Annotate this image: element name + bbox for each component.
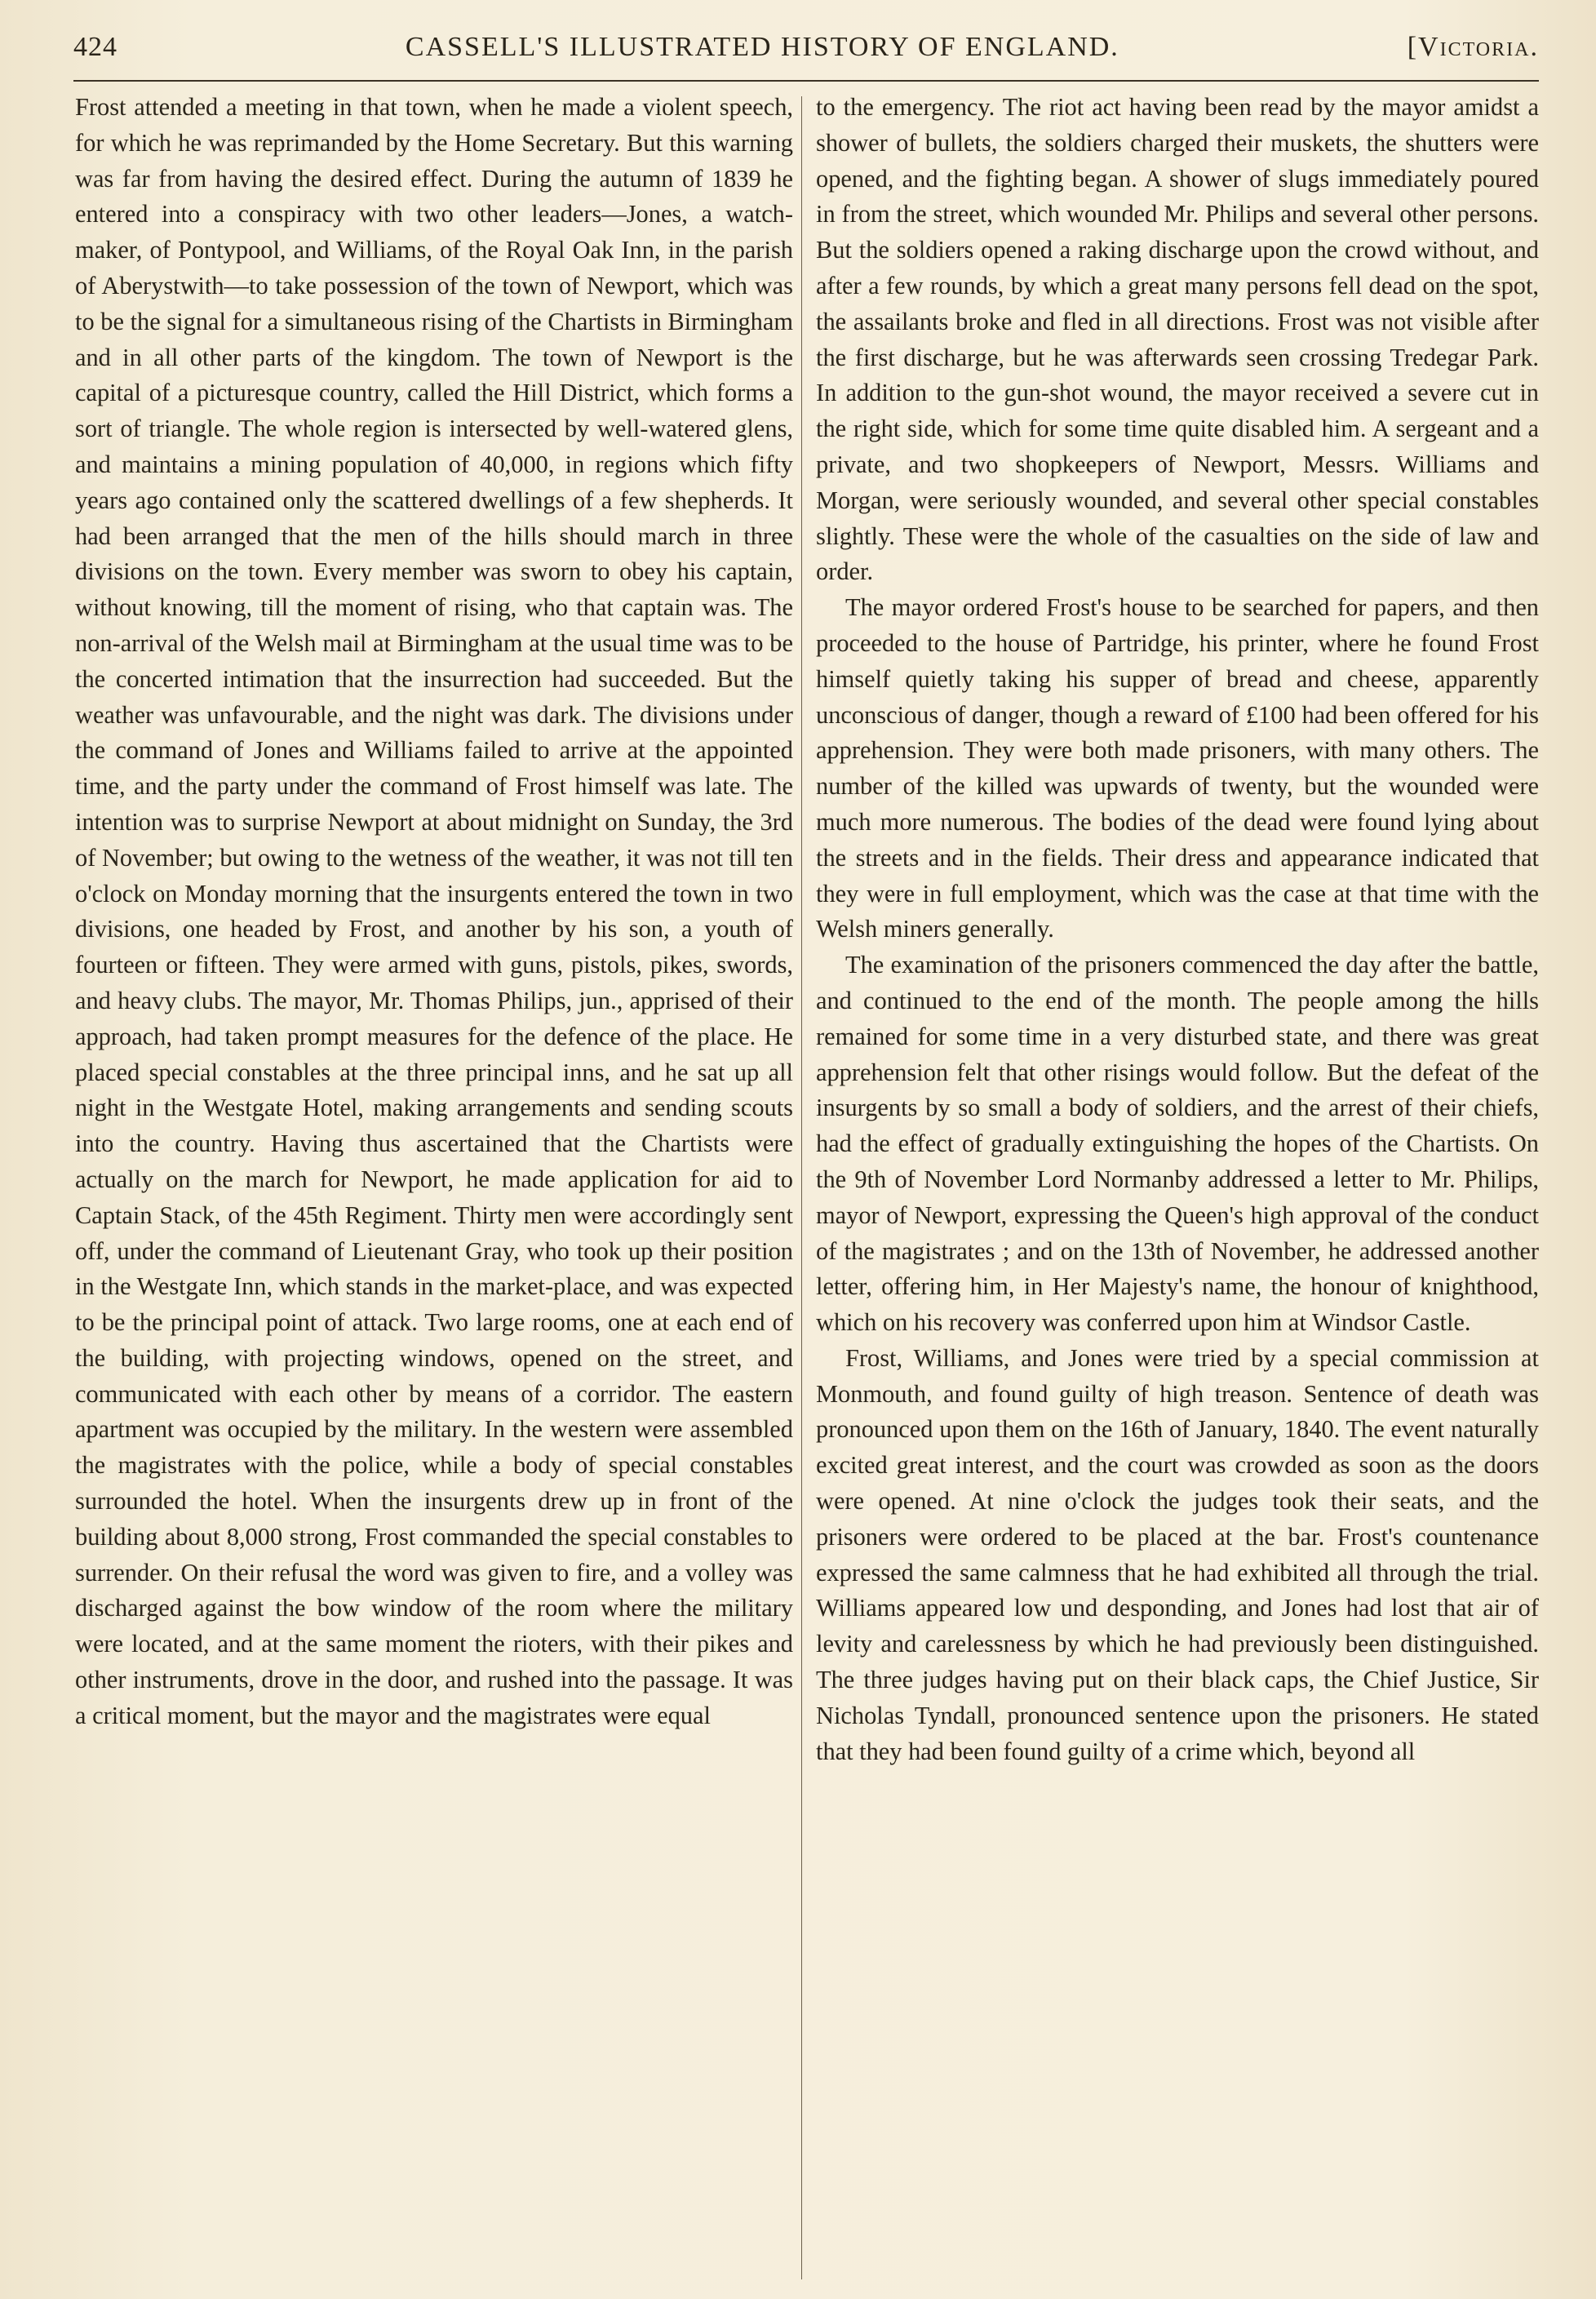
reign-label: [Victoria. xyxy=(1407,32,1539,62)
paragraph: Frost attended a meeting in that town, when he made a violent speech, for which he was reprimanded by the Home Secretary. But this warning was far from having the desired effect. During the autumn of 1839 he entered into a conspiracy with two other leaders—Jones, a watch-maker, of Pontypool, and Williams, of the Royal Oak Inn, in the parish of Aberystwith—to take possession of the town of Newport, which was to be the signal for a simultaneous rising of the Chartists in Birmingham and in all other parts of the kingdom. The town of Newport is the capital of a picturesque country, called the Hill District, which forms a sort of triangle. The whole region is intersected by well-watered glens, and maintains a mining population of 40,000, in regions which fifty years ago contained only the scattered dwellings of a few shepherds. It had been arranged that the men of the hills should march in three divisions on the town. Every member was sworn to obey his captain, without knowing, till the moment of rising, who that captain was. The non-arrival of the Welsh mail at Birmingham at the usual time was to be the concerted intimation that the insurrection had succeeded. But the weather was unfavourable, and the night was dark. The divisions under the command of Jones and Williams failed to arrive at the appointed time, and the party under the command of Frost himself was late. The intention was to surprise Newport at about midnight on Sunday, the 3rd of November; but owing to the wetness of the weather, it was not till ten o'clock on Monday morning that the insurgents entered the town in two divisions, one headed by Frost, and another by his son, a youth of fourteen or fifteen. They were armed with guns, pistols, pikes, swords, and heavy clubs. The mayor, Mr. Thomas Philips, jun., apprised of their approach, had taken prompt measures for the defence of the place. He placed special constables at the three principal inns, and he sat up all night in the Westgate Hotel, making arrangements and sending scouts into the country. Having thus ascertained that the Chartists were actually on the march for Newport, he made application for aid to Captain Stack, of the 45th Regiment. Thirty men were accordingly sent off, under the command of Lieutenant Gray, who took up their position in the Westgate Inn, which stands in the market-place, and was expected to be the principal point of attack. Two large rooms, one at each end of the building, with projecting windows, opened on the street, and communicated with each other by means of a corridor. The eastern apartment was occupied by the military. In the western were assembled the magistrates with the police, while a body of special constables surrounded the hotel. When the insurgents drew up in front of the building about 8,000 strong, Frost commanded the special constables to surrender. On their refusal the word was given to fire, and a volley was discharged against the bow window of the room where the military were located, and at the same moment the rioters, with their pikes and other instruments, drove in the door, and rushed into the passage. It was a critical moment, but the mayor and the magistrates were equal xyxy=(75,93,793,1729)
paragraph: Frost, Williams, and Jones were tried by a special commission at Monmouth, and found guilty of high treason. Sentence of death was pronounced upon them on the 16th of January, 1840. The event naturally excited great interest, and the court was crowded as soon as the doors were opened. At nine o'clock the judges took their seats, and the prisoners were ordered to be placed at the bar. Frost's countenance expressed the same calmness that he had exhibited all through the trial. Williams appeared low und desponding, and Jones had lost that air of levity and carelessness by which he had previously been distinguished. The three judges having put on their black caps, the Chief Justice, Sir Nicholas Tyndall, pronounced sentence upon the prisoners. He stated that they had been found guilty of a crime which, beyond all xyxy=(816,1343,1539,1765)
column-divider xyxy=(801,96,802,2279)
page-number: 424 xyxy=(73,32,117,62)
header-rule xyxy=(73,80,1539,82)
right-column xyxy=(816,90,1539,1769)
left-column xyxy=(75,90,793,1734)
paragraph: to the emergency. The riot act having been read by the mayor amidst a shower of bullets, the soldiers charged their muskets, the shutters were opened, and the fighting began. A shower of slugs immediately poured in from the street, which wounded Mr. Philips and several other persons. But the soldiers opened a raking discharge upon the crowd without, and after a few rounds, by which a great many persons fell dead on the spot, the assailants broke and fled in all directions. Frost was not visible after the first discharge, but he was afterwards seen crossing Tredegar Park. In addition to the gun-shot wound, the mayor received a severe cut in the right side, which for some time quite disabled him. A sergeant and a private, and two shopkeepers of Newport, Messrs. Williams and Morgan, were seriously wounded, and several other special constables slightly. These were the whole of the casualties on the side of law and order. xyxy=(816,93,1539,586)
running-header xyxy=(73,23,1539,72)
paragraph: The mayor ordered Frost's house to be searched for papers, and then proceeded to the house of Partridge, his printer, where he found Frost himself quietly taking his supper of bread and cheese, apparently unconscious of danger, though a reward of £100 had been offered for his apprehension. They were both made prisoners, with many others. The number of the killed was upwards of twenty, but the wounded were much more numerous. The bodies of the dead were found lying about the streets and in the fields. Their dress and appearance indicated that they were in full employment, which was the case at that time with the Welsh miners generally. xyxy=(816,593,1539,943)
paragraph: The examination of the prisoners commenced the day after the battle, and continued to the end of the month. The people among the hills remained for some time in a very disturbed state, and there was great apprehension felt that other risings would follow. But the defeat of the insurgents by so small a body of soldiers, and the arrest of their chiefs, had the effect of gradually extinguishing the hopes of the Chartists. On the 9th of November Lord Normanby addressed a letter to Mr. Philips, mayor of Newport, expressing the Queen's high approval of the conduct of the magistrates ; and on the 13th of November, he addressed another letter, offering him, in Her Majesty's name, the honour of knighthood, which on his recovery was conferred upon him at Windsor Castle. xyxy=(816,951,1539,1337)
book-title: CASSELL'S ILLUSTRATED HISTORY OF ENGLAND. xyxy=(405,32,1119,62)
